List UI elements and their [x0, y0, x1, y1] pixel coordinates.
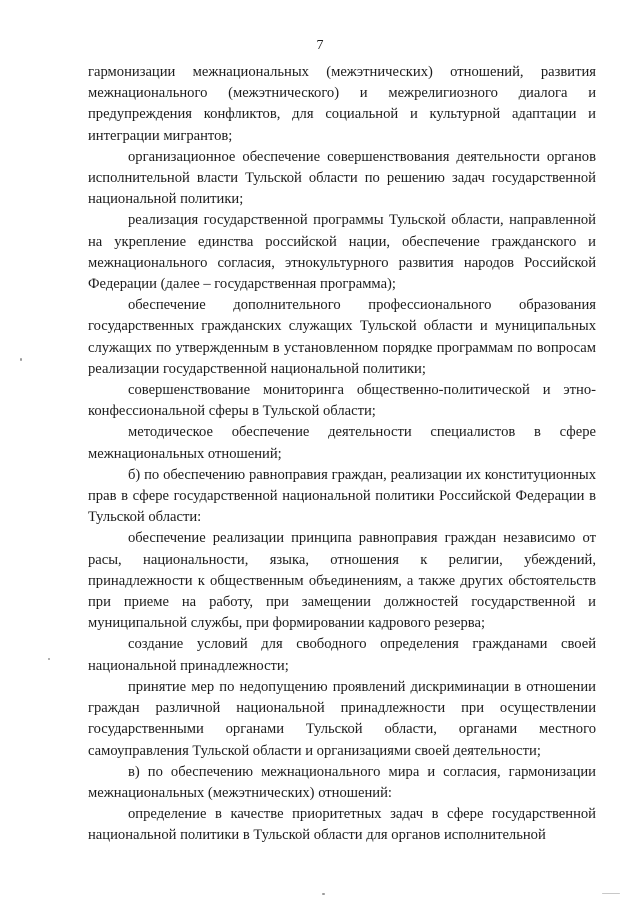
page-number: 7	[316, 38, 324, 53]
paragraph: обеспечение дополнительного профессионального образования государственных гражданских служащих Тульской области и муниципальных служащих по утвержденным в установленном порядке программам по вопросам реализации государственной национальной политики;	[88, 297, 596, 377]
paragraph: совершенствование мониторинга общественно-политической и этно-конфессиональной сферы в Тульской области;	[88, 382, 596, 420]
paragraph: б) по обеспечению равноправия граждан, реализации их конституционных прав в сфере государственной национальной политики Российской Федерации в Тульской области:	[88, 466, 596, 526]
scan-speck	[322, 893, 325, 895]
scan-speck	[20, 358, 22, 361]
paragraph: реализация государственной программы Тульской области, направленной на укрепление единства российской нации, обеспечение гражданского и межнационального согласия, этнокультурного развития народов Российской Федерации (далее – государственная программа);	[88, 212, 596, 293]
paragraph: гармонизации межнациональных (межэтнических) отношений, развития межнационального (межэтнического) и межрелигиозного диалога и предупреждения конфликтов, для социальной и культурной адаптации и интеграции мигрантов;	[88, 64, 596, 144]
paragraph: создание условий для свободного определения гражданами своей национальной принадлежности;	[88, 636, 596, 674]
paragraph: методическое обеспечение деятельности специалистов в сфере межнациональных отношений;	[88, 424, 596, 462]
paragraph: в) по обеспечению межнационального мира и согласия, гармонизации межнациональных (межэтнических) отношений:	[88, 763, 596, 801]
paragraph: принятие мер по недопущению проявлений дискриминации в отношении граждан различной национальной принадлежности при осуществлении государственными органами Тульской области, органами местного самоуправления Тульской области и организациями своей деятельности;	[88, 678, 596, 759]
paragraph: определение в качестве приоритетных задач в сфере государственной национальной политики в Тульской области для органов исполнительной	[88, 806, 596, 844]
body-text	[88, 62, 596, 847]
scan-speck	[48, 658, 50, 660]
paragraph: организационное обеспечение совершенствования деятельности органов исполнительной власти Тульской области по решению задач государственной национальной политики;	[88, 148, 596, 208]
scan-speck	[602, 893, 620, 894]
paragraph: обеспечение реализации принципа равноправия граждан независимо от расы, национальности, языка, отношения к религии, убеждений, принадлежности к общественным объединениям, а также других обстоятельств при приеме на работу, при замещении должностей государственной и муниципальной службы, при формировании кадрового резерва;	[88, 530, 596, 632]
